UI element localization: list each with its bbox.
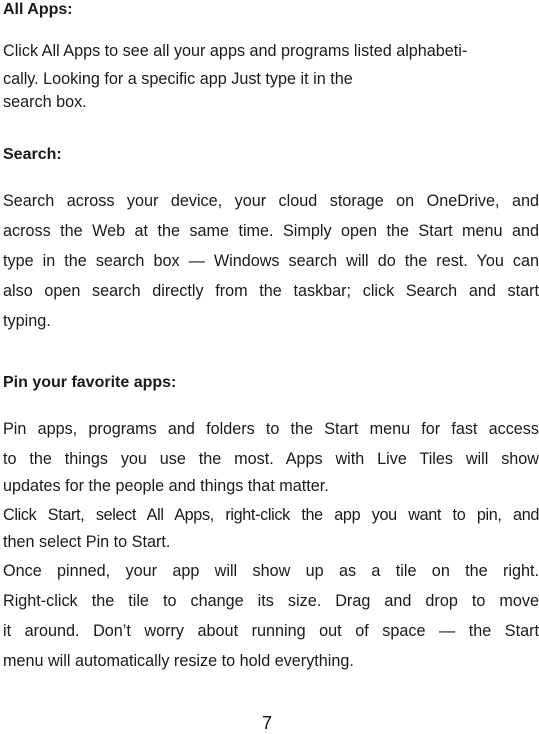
page-number: 7 [262,713,273,733]
text-line: Click All Apps to see all your apps and programs listed alphabeti- [3,42,468,60]
text-line: type in the search box — Windows search will do the rest. You can [3,252,539,270]
text-line: cally. Looking for a specific app Just type it in the [3,70,353,88]
text-line: menu will automatically resize to hold everything. [3,652,354,670]
text-line: updates for the people and things that matter. [3,477,329,495]
text-line: Once pinned, your app will show up as a tile on the right. [3,562,539,580]
text-line: across the Web at the same time. Simply open the Start menu and [3,222,539,240]
text-line: Right-click the tile to change its size. Drag and drop to move [3,592,539,610]
text-line: also open search directly from the taskbar; click Search and start [3,282,539,300]
pin-apps-heading: Pin your favorite apps: [3,374,177,391]
all-apps-paragraph [3,36,539,112]
text-line: Pin apps, programs and folders to the Start menu for fast access [3,420,539,438]
search-paragraph [3,186,539,336]
text-line: to the things you use the most. Apps with Live Tiles will show [3,450,539,468]
text-line: search box. [3,93,87,111]
search-heading: Search: [3,146,62,163]
text-line: Search across your device, your cloud storage on OneDrive, and [3,192,539,210]
text-line: it around. Don’t worry about running out of space — the Start [3,622,539,640]
pin-apps-paragraph-2 [3,500,539,554]
text-line: then select Pin to Start. [3,533,171,551]
all-apps-heading: All Apps: [3,1,73,18]
pin-apps-paragraph-3 [3,556,539,676]
text-line: typing. [3,312,51,330]
text-line: Click Start, select All Apps, right-click the app you want to pin, and [3,506,539,524]
pin-apps-paragraph-1 [3,414,539,498]
